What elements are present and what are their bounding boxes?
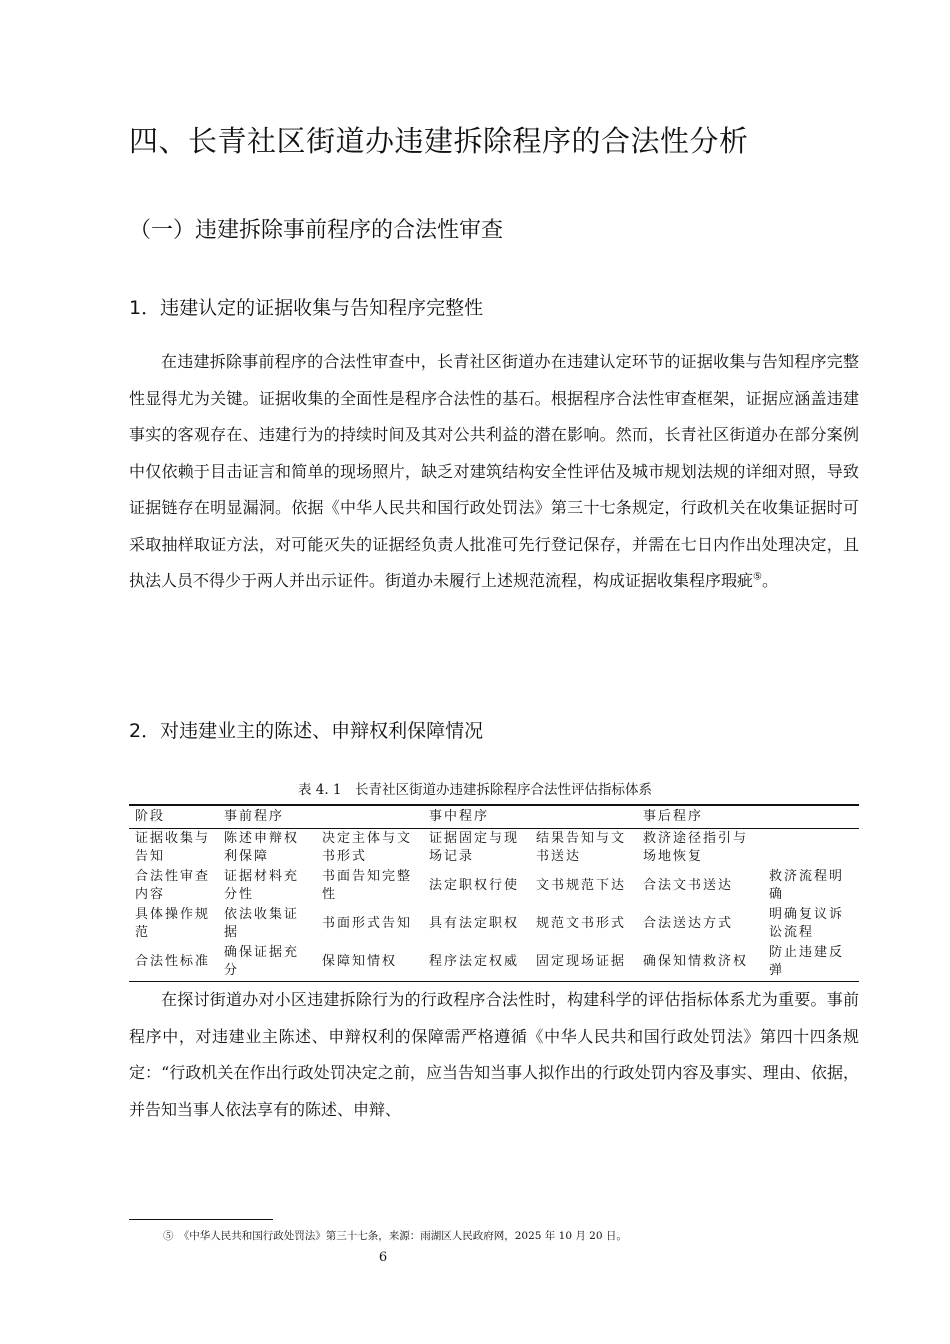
paragraph-end: 。	[761, 571, 778, 590]
subsection-heading-2: 2．对违建业主的陈述、申辩权利保障情况	[129, 720, 484, 742]
table-cell: 固定现场证据	[530, 943, 637, 982]
header-cell: 阶段	[129, 805, 218, 829]
header-cell: 事中程序	[423, 805, 530, 829]
table-cell: 确保知情救济权	[637, 943, 763, 982]
table-cell: 文书规范下达	[536, 878, 627, 893]
table-cell: 陈述申辩权利保障	[224, 831, 300, 864]
table-cell: 决定主体与文书形式	[322, 831, 413, 864]
table-cell: 规范文书形式	[536, 916, 627, 931]
table-row	[129, 829, 859, 868]
footnote: ⑤ 《中华人民共和国行政处罚法》第三十七条，来源：雨湖区人民政府网，2025 年 10 月 20 日。	[163, 1230, 627, 1242]
table-cell: 证据收集与告知	[135, 831, 211, 864]
table-caption: 表 4. 1 长青社区街道办违建拆除程序合法性评估指标体系	[297, 782, 653, 798]
table-cell: 合法文书送达	[643, 878, 734, 893]
body-paragraph-1	[129, 344, 859, 600]
table-cell: 证据材料充分性	[224, 869, 300, 902]
page-number: 6	[378, 1250, 388, 1265]
table-row	[129, 943, 859, 982]
table-cell: 具体操作规范	[135, 907, 211, 940]
header-cell: 事后程序	[637, 805, 763, 829]
footnote-divider	[129, 1219, 273, 1220]
table-cell	[763, 829, 859, 868]
table-cell: 书面形式告知	[322, 916, 413, 931]
table-cell: 明确复议诉讼流程	[769, 907, 845, 940]
subsection-heading-1: 1．违建认定的证据收集与告知程序完整性	[129, 297, 484, 319]
header-cell: 事前程序	[218, 805, 316, 829]
body-paragraph-2: 在探讨街道办对小区违建拆除行为的行政程序合法性时，构建科学的评估指标体系尤为重要。事前程序中，对违建业主陈述、申辩权利的保障需严格遵循《中华人民共和国行政处罚法》第四十四条规定：“行政机关在作出行政处罚决定之前，应当告知当事人拟作出的行政处罚内容及事实、理由、依据，并告知当事人依法享有的陈述、申辩、	[129, 990, 859, 1119]
table-cell: 保障知情权	[316, 943, 423, 982]
table-row	[129, 905, 859, 943]
table-row	[129, 867, 859, 905]
chapter-heading: 四、长青社区街道办违建拆除程序的合法性分析	[129, 124, 749, 158]
table-cell: 合法送达方式	[643, 916, 734, 931]
table-cell: 证据固定与现场记录	[429, 831, 520, 864]
table-cell: 法定职权行使	[429, 878, 520, 893]
table-cell: 救济途径指引与场地恢复	[643, 831, 749, 864]
header-cell	[763, 805, 859, 829]
table-cell: 防止违建反弹	[763, 943, 859, 982]
table-header-row	[129, 805, 859, 829]
header-cell	[530, 805, 637, 829]
header-cell	[316, 805, 423, 829]
section-heading: （一）违建拆除事前程序的合法性审查	[129, 218, 504, 243]
footnote-marker[interactable]: ⑤	[753, 571, 762, 583]
table-cell: 确保证据充分	[218, 943, 316, 982]
evaluation-index-table	[129, 804, 859, 982]
table-cell: 救济流程明确	[769, 869, 845, 902]
table-cell: 书面告知完整性	[322, 869, 413, 902]
table-cell: 合法性标准	[129, 943, 218, 982]
paragraph-text: 在违建拆除事前程序的合法性审查中，长青社区街道办在违建认定环节的证据收集与告知程序完整性显得尤为关键。证据收集的全面性是程序合法性的基石。根据程序合法性审查框架，证据应涵盖违建事实的客观存在、违建行为的持续时间及其对公共利益的潜在影响。然而，长青社区街道办在部分案例中仅依赖于目击证言和简单的现场照片，缺乏对建筑结构安全性评估及城市规划法规的详细对照，导致证据链存在明显漏洞。依据《中华人民共和国行政处罚法》第三十七条规定，行政机关在收集证据时可采取抽样取证方法，对可能灭失的证据经负责人批准可先行登记保存，并需在七日内作出处理决定，且执法人员不得少于两人并出示证件。街道办未履行上述规范流程，构成证据收集程序瑕疵	[129, 352, 859, 590]
table-cell: 依法收集证据	[224, 907, 300, 940]
table-cell: 具有法定职权	[429, 916, 520, 931]
table-cell: 合法性审查内容	[135, 869, 211, 902]
table-cell: 程序法定权威	[423, 943, 530, 982]
table-cell: 结果告知与文书送达	[536, 831, 627, 864]
